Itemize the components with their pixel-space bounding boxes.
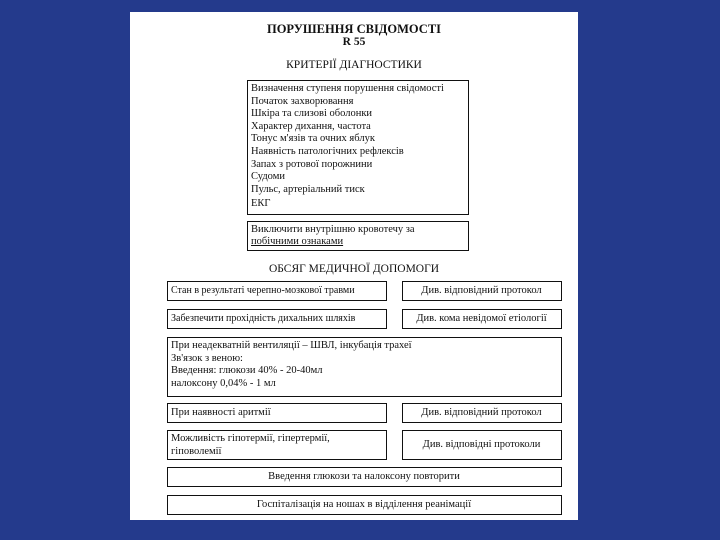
- head-trauma-text: Стан в результаті черепно-мозкової травми: [171, 285, 355, 296]
- repeat-box: [167, 467, 562, 487]
- criteria-item: Пульс, артеріальний тиск: [251, 183, 365, 195]
- ventilation-line-3: Введення: глюкози 40% - 20-40мл: [171, 365, 323, 377]
- ventilation-line-1: При неадекватній вентиляції – ШВЛ, інкубація трахеї: [171, 340, 412, 351]
- arrhythmia-box: [167, 403, 387, 423]
- criteria-item: Наявність патологічних рефлексів: [251, 146, 404, 157]
- coma-ref-box: [402, 309, 562, 329]
- ventilation-line-2: Зв'язок з веною:: [171, 352, 243, 364]
- hypothermia-line-1: Можливість гіпотермії, гіпертермії,: [171, 433, 330, 444]
- criteria-heading: КРИТЕРІЇ ДІАГНОСТИКИ: [286, 59, 422, 71]
- airway-box: [167, 309, 387, 329]
- protocol-ref-box-3: [402, 403, 562, 423]
- criteria-item: Характер дихання, частота: [251, 120, 371, 132]
- ventilation-line-4: налоксону 0,04% - 1 мл: [171, 377, 276, 389]
- repeat-text: Введення глюкози та налоксону повторити: [268, 471, 460, 482]
- protocols-ref-text-4: Див. відповідні протоколи: [422, 439, 541, 450]
- criteria-item: Початок захворювання: [251, 95, 354, 107]
- document-page: [130, 12, 578, 520]
- protocols-ref-box-4: [402, 430, 562, 460]
- criteria-item: Судоми: [251, 171, 285, 183]
- diagnosis-code: R 55: [342, 36, 366, 48]
- protocol-ref-text-1: Див. відповідний протокол: [421, 285, 542, 296]
- exclude-line-2: побічними ознаками: [251, 236, 344, 247]
- hospitalization-text: Госпіталізація на ношах в відділення реанімації: [256, 499, 472, 510]
- airway-text: Забезпечити прохідність дихальних шляхів: [171, 313, 356, 324]
- exclude-line-1: Виключити внутрішню кровотечу за: [251, 224, 415, 235]
- criteria-item: Визначення ступеня порушення свідомості: [251, 83, 444, 94]
- ventilation-box: [167, 337, 562, 397]
- coma-ref-text: Див. кома невідомої етіології: [416, 313, 547, 324]
- hypothermia-line-2: гіповолемії: [171, 445, 222, 457]
- hospitalization-box: [167, 495, 562, 515]
- criteria-item: Запах з ротової порожнини: [251, 158, 373, 170]
- scope-heading: ОБСЯГ МЕДИЧНОЇ ДОПОМОГИ: [268, 263, 440, 275]
- criteria-box: [247, 80, 469, 215]
- criteria-item: Тонус м'язів та очних яблук: [251, 133, 375, 145]
- head-trauma-box: [167, 281, 387, 301]
- page-title: ПОРУШЕННЯ СВІДОМОСТІ: [266, 22, 442, 36]
- protocol-ref-box-1: [402, 281, 562, 301]
- protocol-ref-text-3: Див. відповідний протокол: [421, 407, 542, 418]
- criteria-item: ЕКГ: [251, 198, 271, 209]
- exclude-bleeding-box: [247, 221, 469, 251]
- arrhythmia-text: При наявності аритмії: [171, 407, 271, 418]
- criteria-item: Шкіра та слизові оболонки: [251, 108, 373, 120]
- hypothermia-box: [167, 430, 387, 460]
